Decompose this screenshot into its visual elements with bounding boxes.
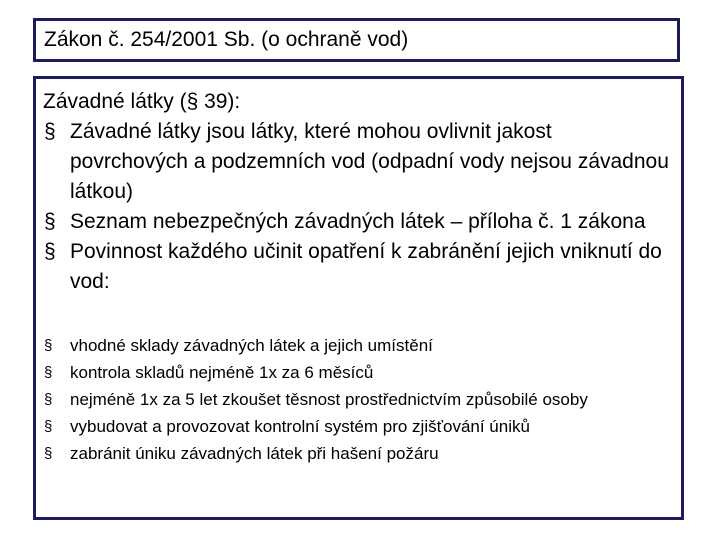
- section-sign-bullet-icon: §: [44, 337, 53, 354]
- title-box: [33, 18, 680, 62]
- section-sign-bullet-icon: §: [44, 445, 53, 462]
- sub-points-list: [43, 332, 673, 467]
- sub-point: [43, 440, 673, 467]
- sub-point-text: kontrola skladů nejméně 1x za 6 měsíců: [70, 363, 374, 382]
- sub-point: [43, 413, 673, 440]
- main-point: [43, 207, 673, 237]
- sub-point-text: vybudovat a provozovat kontrolní systém pro zjišťování úniků: [70, 417, 530, 436]
- section-sign-bullet-icon: §: [44, 364, 53, 381]
- sub-point-text: nejméně 1x za 5 let zkoušet těsnost prostřednictvím způsobilé osoby: [70, 390, 588, 409]
- main-points-list: [43, 117, 673, 297]
- section-heading: Závadné látky (§ 39):: [43, 90, 241, 113]
- main-point-text: Závadné látky jsou látky, které mohou ovlivnit jakost povrchových a podzemních vod (odpadní vody nejsou závadnou látkou): [70, 120, 669, 203]
- slide-title: Zákon č. 254/2001 Sb. (o ochraně vod): [44, 28, 409, 51]
- main-point-text: Povinnost každého učinit opatření k zabránění jejich vniknutí do vod:: [70, 240, 662, 293]
- section-sign-bullet-icon: §: [44, 418, 53, 435]
- sub-point-text: vhodné sklady závadných látek a jejich umístění: [70, 336, 433, 355]
- sub-point: [43, 359, 673, 386]
- content-box: [33, 76, 684, 520]
- main-point-text: Seznam nebezpečných závadných látek – příloha č. 1 zákona: [70, 210, 646, 233]
- sub-point: [43, 386, 673, 413]
- section-sign-bullet-icon: §: [44, 210, 56, 233]
- main-point: [43, 237, 673, 297]
- section-sign-bullet-icon: §: [44, 391, 53, 408]
- section-sign-bullet-icon: §: [44, 240, 56, 263]
- section-sign-bullet-icon: §: [44, 120, 56, 143]
- sub-point: [43, 332, 673, 359]
- sub-point-text: zabránit úniku závadných látek při hašení požáru: [70, 444, 439, 463]
- main-point: [43, 117, 673, 207]
